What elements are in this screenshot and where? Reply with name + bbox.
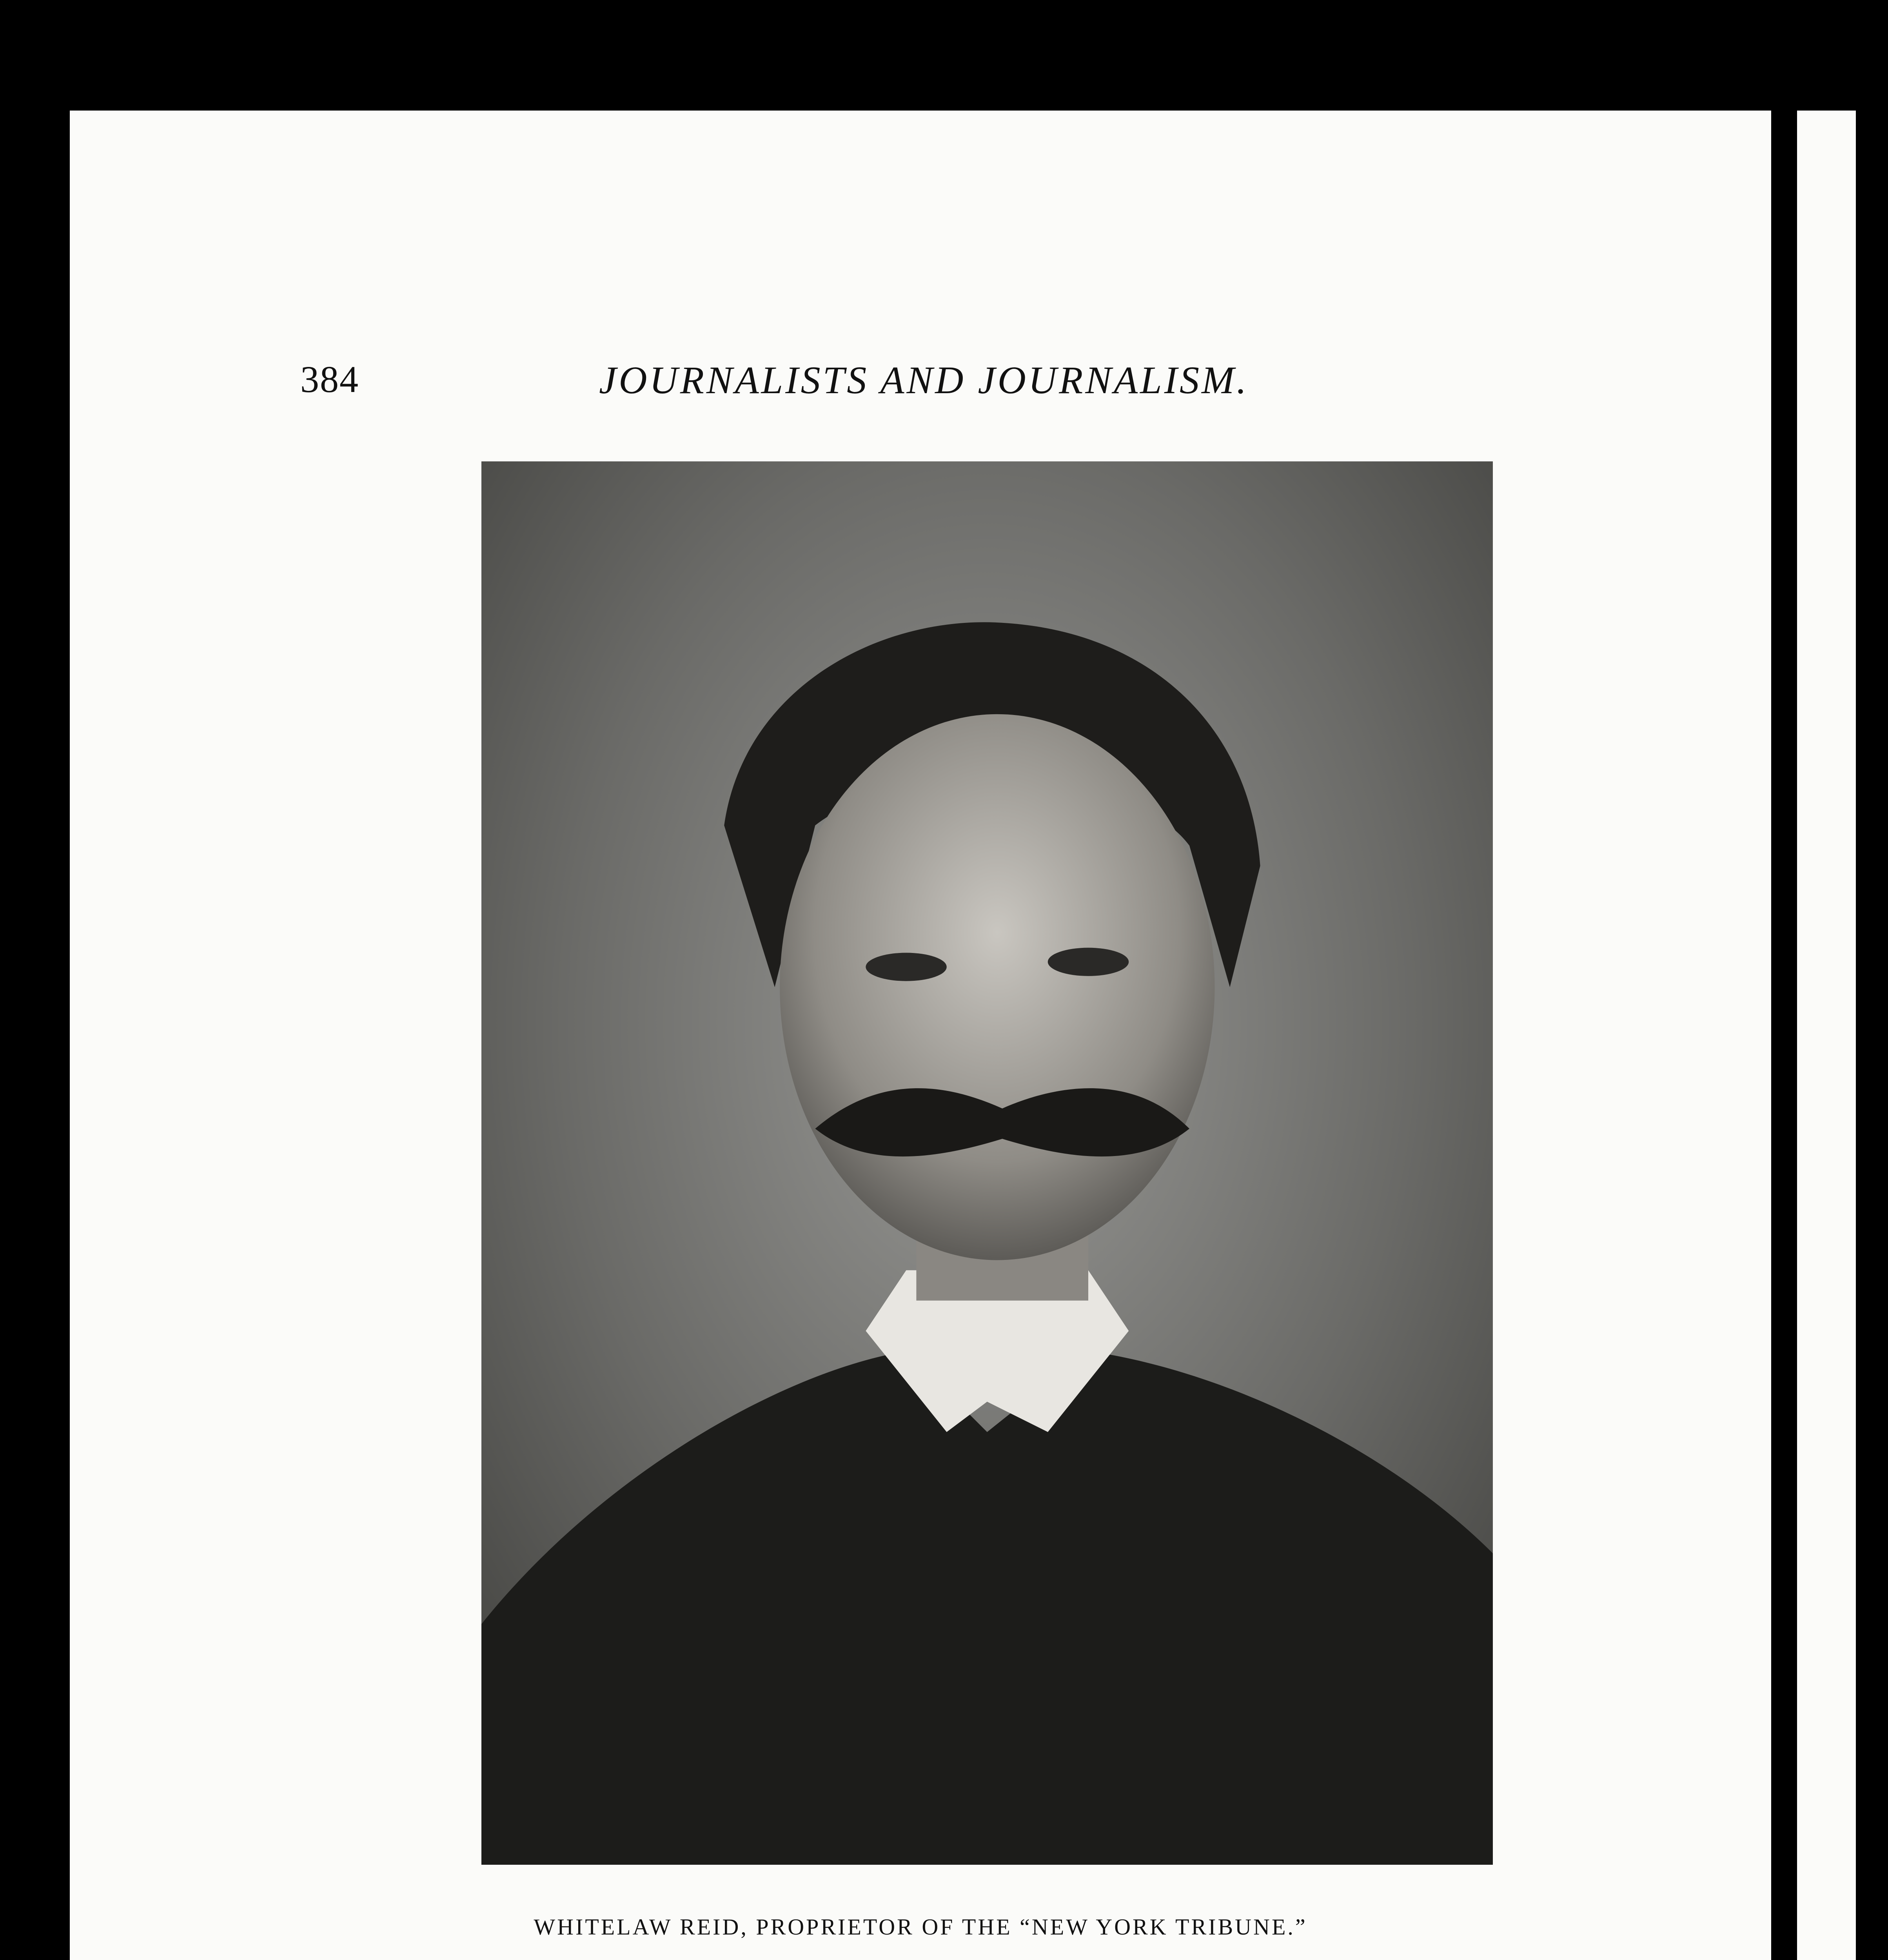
running-head	[70, 358, 1771, 405]
book-page	[70, 111, 1771, 1960]
portrait-illustration	[481, 461, 1493, 1865]
figure-caption: WHITELAW REID, PROPRIETOR OF THE “NEW YORK TRIBUNE.”	[534, 1914, 1307, 1940]
page-number: 384	[300, 358, 359, 400]
page-title: JOURNALISTS AND JOURNALISM.	[599, 358, 1249, 402]
facing-page-edge	[1797, 111, 1856, 1960]
portrait-photo	[481, 461, 1493, 1865]
page-gutter	[1778, 111, 1794, 1960]
